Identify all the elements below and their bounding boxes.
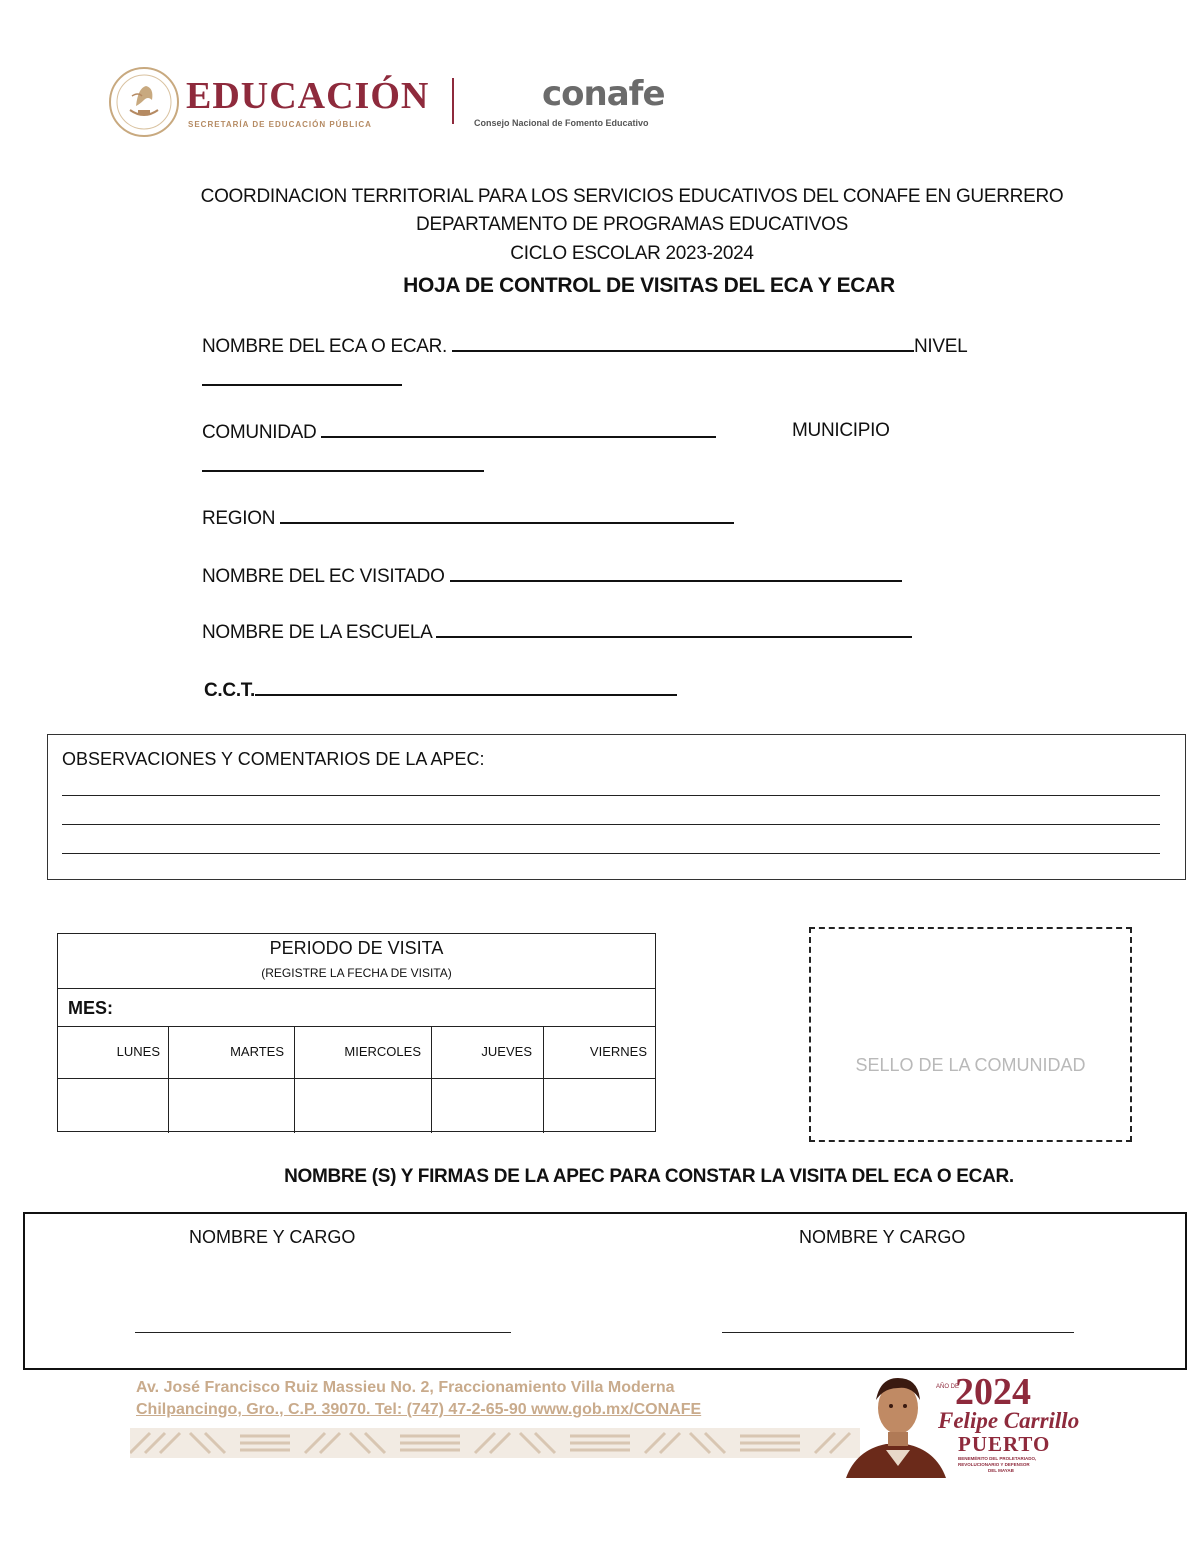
nivel-label: NIVEL: [914, 336, 968, 357]
observations-label: OBSERVACIONES Y COMENTARIOS DE LA APEC:: [62, 749, 485, 769]
nombre-eca-label: NOMBRE DEL ECA O ECAR.: [202, 336, 448, 357]
educacion-logo-text: EDUCACIÓN: [186, 75, 430, 117]
title-ciclo-escolar: CICLO ESCOLAR 2023-2024: [510, 243, 754, 264]
signature-line-left[interactable]: [135, 1332, 511, 1333]
date-cell-lunes[interactable]: [58, 1079, 168, 1132]
nombre-eca-field[interactable]: [202, 334, 967, 358]
felipe-carrillo-name: Felipe Carrillo: [938, 1408, 1080, 1433]
region-field[interactable]: [202, 506, 734, 530]
day-header-lunes: LUNES: [116, 1044, 160, 1059]
date-cell-martes[interactable]: [169, 1079, 294, 1132]
signature-right-label: NOMBRE Y CARGO: [799, 1227, 966, 1247]
observation-line-3[interactable]: [62, 853, 1160, 854]
date-cell-miercoles[interactable]: [295, 1079, 431, 1132]
comunidad-field[interactable]: [202, 420, 716, 444]
signature-left-label: NOMBRE Y CARGO: [189, 1227, 356, 1247]
day-header-viernes: VIERNES: [589, 1044, 647, 1059]
felipe-caption-1: BENEMÉRITO DEL PROLETARIADO,: [958, 1456, 1037, 1461]
signatures-heading: NOMBRE (S) Y FIRMAS DE LA APEC PARA CONSTAR LA VISITA DEL ECA O ECAR.: [284, 1166, 1014, 1187]
signatures-box: [23, 1212, 1187, 1370]
conafe-subtitle: Consejo Nacional de Fomento Educativo: [474, 118, 649, 128]
year-2024-logo: 2024: [955, 1371, 1031, 1413]
logo-divider: [452, 78, 454, 124]
mes-label: MES:: [68, 998, 113, 1018]
observation-line-1[interactable]: [62, 795, 1160, 796]
visit-period-subtitle: (REGISTRE LA FECHA DE VISITA): [261, 966, 452, 980]
signature-line-right[interactable]: [722, 1332, 1074, 1333]
nombre-eca-blank[interactable]: [452, 334, 914, 352]
municipio-label: MUNICIPIO: [792, 420, 890, 441]
cct-blank[interactable]: [255, 678, 677, 696]
region-label: REGION: [202, 508, 276, 529]
day-header-miercoles: MIERCOLES: [344, 1044, 421, 1059]
year-small-label: AÑO DE: [936, 1384, 960, 1390]
footer-address-line-2: Chilpancingo, Gro., C.P. 39070. Tel: (747) 47-2-65-90 www.gob.mx/CONAFE: [136, 1401, 702, 1418]
day-header-martes: MARTES: [230, 1044, 284, 1059]
stamp-label: SELLO DE LA COMUNIDAD: [855, 1055, 1086, 1075]
observation-line-2[interactable]: [62, 824, 1160, 825]
day-header-jueves: JUEVES: [481, 1044, 532, 1059]
comunidad-blank[interactable]: [321, 420, 716, 438]
title-coordinacion: COORDINACION TERRITORIAL PARA LOS SERVICIOS EDUCATIVOS DEL CONAFE EN GUERRERO: [200, 186, 1064, 207]
nombre-escuela-label: NOMBRE DE LA ESCUELA: [202, 622, 432, 643]
cct-label: C.C.T.: [204, 680, 255, 701]
footer-address-line-1: Av. José Francisco Ruiz Massieu No. 2, Fraccionamiento Villa Moderna: [136, 1379, 675, 1396]
municipio-blank[interactable]: [202, 470, 484, 472]
visit-period-table: [57, 933, 656, 1132]
community-stamp-box: [809, 927, 1132, 1142]
date-cell-viernes[interactable]: [544, 1079, 656, 1132]
nombre-ec-field[interactable]: [202, 564, 902, 588]
nombre-escuela-blank[interactable]: [436, 620, 912, 638]
conafe-logo-text: conafe: [542, 74, 665, 114]
page-title: HOJA DE CONTROL DE VISITAS DEL ECA Y ECAR: [403, 274, 895, 297]
felipe-caption-2: REVOLUCIONARIO Y DEFENSOR: [958, 1462, 1030, 1467]
coat-of-arms-seal-icon: [108, 66, 180, 138]
comunidad-label: COMUNIDAD: [202, 422, 317, 443]
sep-subtitle: SECRETARÍA DE EDUCACIÓN PÚBLICA: [188, 120, 372, 129]
decorative-pattern-band-icon: [130, 1428, 860, 1458]
cct-field[interactable]: [204, 678, 677, 702]
date-cell-jueves[interactable]: [432, 1079, 543, 1132]
visit-period-title: PERIODO DE VISITA: [269, 938, 444, 958]
felipe-caption-3: DEL MAYAB: [988, 1468, 1014, 1473]
region-blank[interactable]: [280, 506, 734, 524]
nombre-ec-label: NOMBRE DEL EC VISITADO: [202, 566, 445, 587]
felipe-carrillo-portrait-icon: [846, 1370, 946, 1478]
puerto-label: PUERTO: [958, 1432, 1051, 1456]
nivel-blank[interactable]: [202, 384, 402, 386]
title-departamento: DEPARTAMENTO DE PROGRAMAS EDUCATIVOS: [416, 214, 848, 235]
observations-box[interactable]: [47, 734, 1186, 880]
table-divider: [58, 988, 655, 989]
nombre-escuela-field[interactable]: [202, 620, 912, 644]
nombre-ec-blank[interactable]: [450, 564, 902, 582]
table-divider: [58, 1026, 655, 1027]
